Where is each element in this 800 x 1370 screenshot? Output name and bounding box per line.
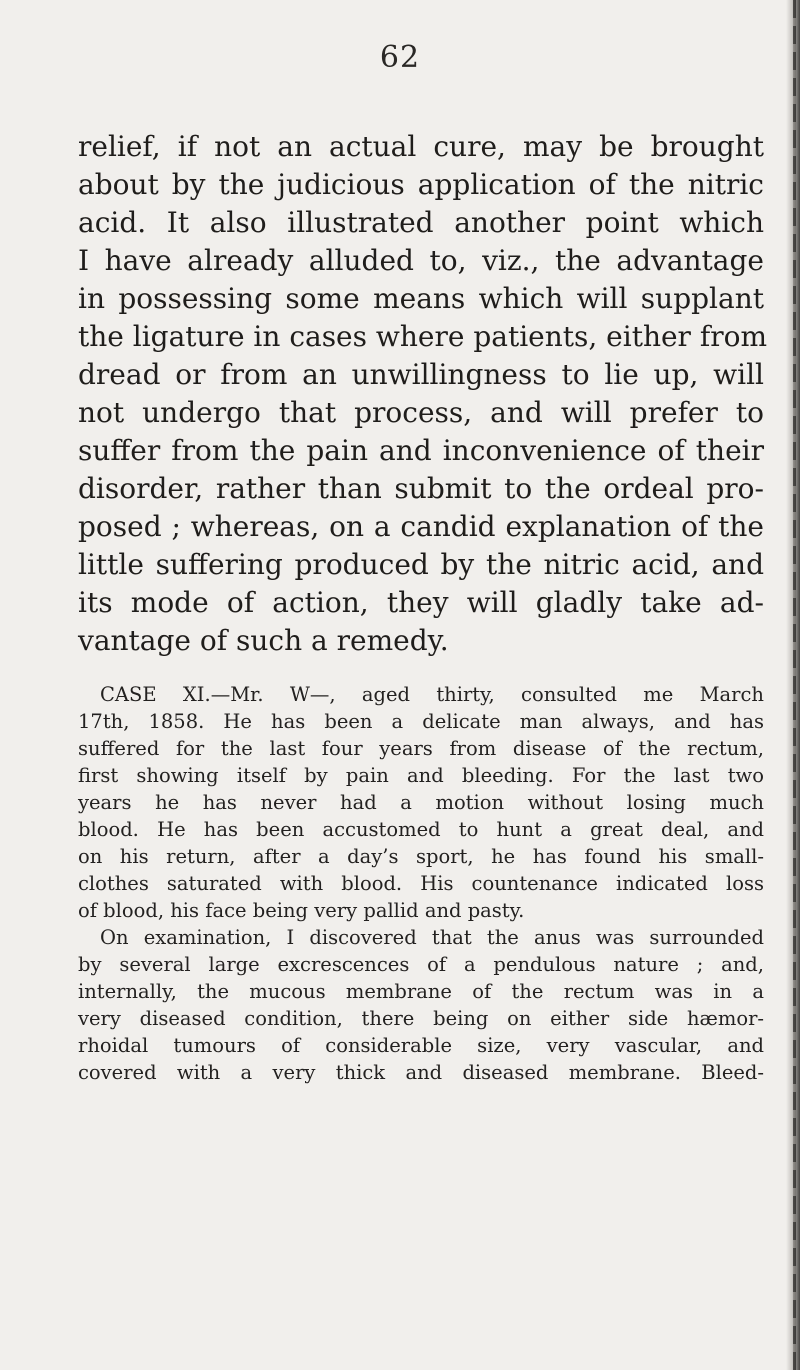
case-text-line: covered with a very thick and diseased membrane. Bleed- [78,1061,764,1084]
body-text-line: in possessing some means which will supplant [78,282,764,315]
case-text-line: first showing itself by pain and bleeding. For the last two [78,764,764,787]
case-text-line: 17th, 1858. He has been a delicate man always, and has [78,710,764,733]
body-text-line: acid. It also illustrated another point which [78,206,764,239]
body-text-line: not undergo that process, and will prefer to [78,396,764,429]
case-text-line: very diseased condition, there being on either side hæmor- [78,1007,764,1030]
body-text-line: disorder, rather than submit to the ordeal pro- [78,472,764,505]
case-heading-line: CASE XI.—Mr. W—, aged thirty, consulted me March [100,683,764,706]
body-text-line: the ligature in cases where patients, either from [78,320,767,353]
body-text-line: vantage of such a remedy. [78,624,449,657]
page-edge-binding [793,0,796,1370]
case-text-line: suffered for the last four years from disease of the rectum, [78,737,764,760]
case-text-line: years he has never had a motion without losing much [78,791,764,814]
case-text-line: On examination, I discovered that the anus was surrounded [100,926,764,949]
case-text-line: on his return, after a day’s sport, he has found his small- [78,845,764,868]
case-text-line: internally, the mucous membrane of the rectum was in a [78,980,764,1003]
body-text-line: about by the judicious application of the nitric [78,168,764,201]
case-text-line: clothes saturated with blood. His countenance indicated loss [78,872,764,895]
body-text-line: its mode of action, they will gladly take ad- [78,586,764,619]
case-text-line: rhoidal tumours of considerable size, very vascular, and [78,1034,764,1057]
case-text-line: of blood, his face being very pallid and pasty. [78,899,525,922]
case-text-line: blood. He has been accustomed to hunt a great deal, and [78,818,764,841]
body-text-line: suffer from the pain and inconvenience of their [78,434,764,467]
case-text-line: by several large excrescences of a pendulous nature ; and, [78,953,764,976]
body-text-line: little suffering produced by the nitric acid, and [78,548,764,581]
body-text-line: I have already alluded to, viz., the advantage [78,244,764,277]
body-text-line: relief, if not an actual cure, may be brought [78,130,764,163]
body-text-line: posed ; whereas, on a candid explanation of the [78,510,764,543]
body-text-line: dread or from an unwillingness to lie up, will [78,358,764,391]
page-number: 62 [379,40,421,75]
